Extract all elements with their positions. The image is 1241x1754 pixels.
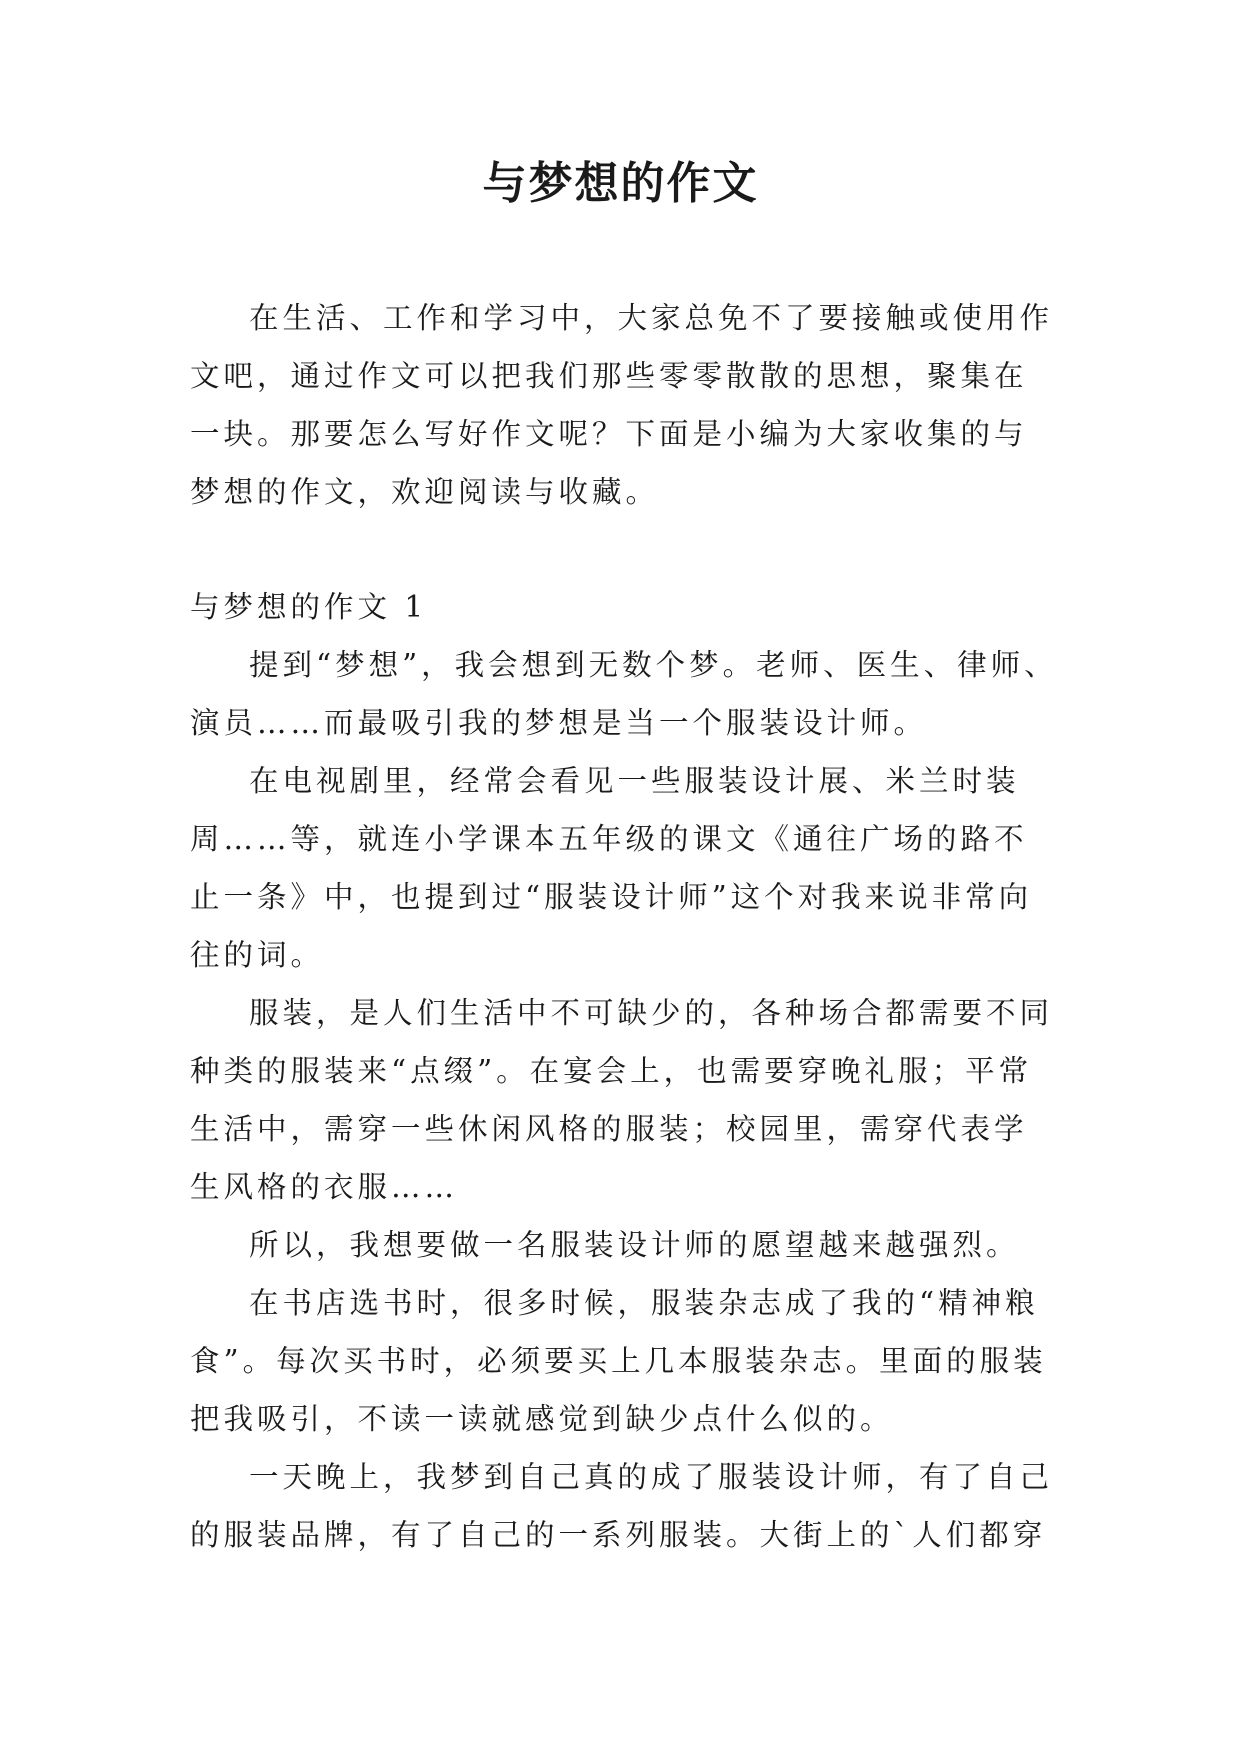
body-paragraph: 一天晚上，我梦到自己真的成了服装设计师，有了自己的服装品牌，有了自己的一系列服装。大街上的`人们都穿 — [190, 1460, 1054, 1552]
document-body — [190, 289, 1060, 1564]
body-paragraph: 在电视剧里，经常会看见一些服装设计展、米兰时装周……等，就连小学课本五年级的课文《通往广场的路不止一条》中，也提到过“服装设计师”这个对我来说非常向往的词。 — [190, 764, 1033, 972]
body-paragraph: 所以，我想要做一名服装设计师的愿望越来越强烈。 — [249, 1228, 1020, 1262]
section-heading: 与梦想的作文 1 — [190, 590, 428, 624]
body-paragraph: 服装，是人们生活中不可缺少的，各种场合都需要不同种类的服装来“点缀”。在宴会上，也需要穿晚礼服；平常生活中，需穿一些休闲风格的服装；校园里，需穿代表学生风格的衣服…… — [190, 996, 1054, 1204]
body-paragraph: 在书店选书时，很多时候，服装杂志成了我的“精神粮食”。每次买书时，必须要买上几本服装杂志。里面的服装把我吸引，不读一读就感觉到缺少点什么似的。 — [190, 1286, 1047, 1436]
document-title: 与梦想的作文 — [482, 158, 759, 209]
body-paragraph: 提到“梦想”，我会想到无数个梦。老师、医生、律师、演员……而最吸引我的梦想是当一个服装设计师。 — [190, 648, 1058, 740]
intro-paragraph: 在生活、工作和学习中，大家总免不了要接触或使用作文吧，通过作文可以把我们那些零零散散的思想，聚集在一块。那要怎么写好作文呢？下面是小编为大家收集的与梦想的作文，欢迎阅读与收藏。 — [190, 301, 1054, 509]
